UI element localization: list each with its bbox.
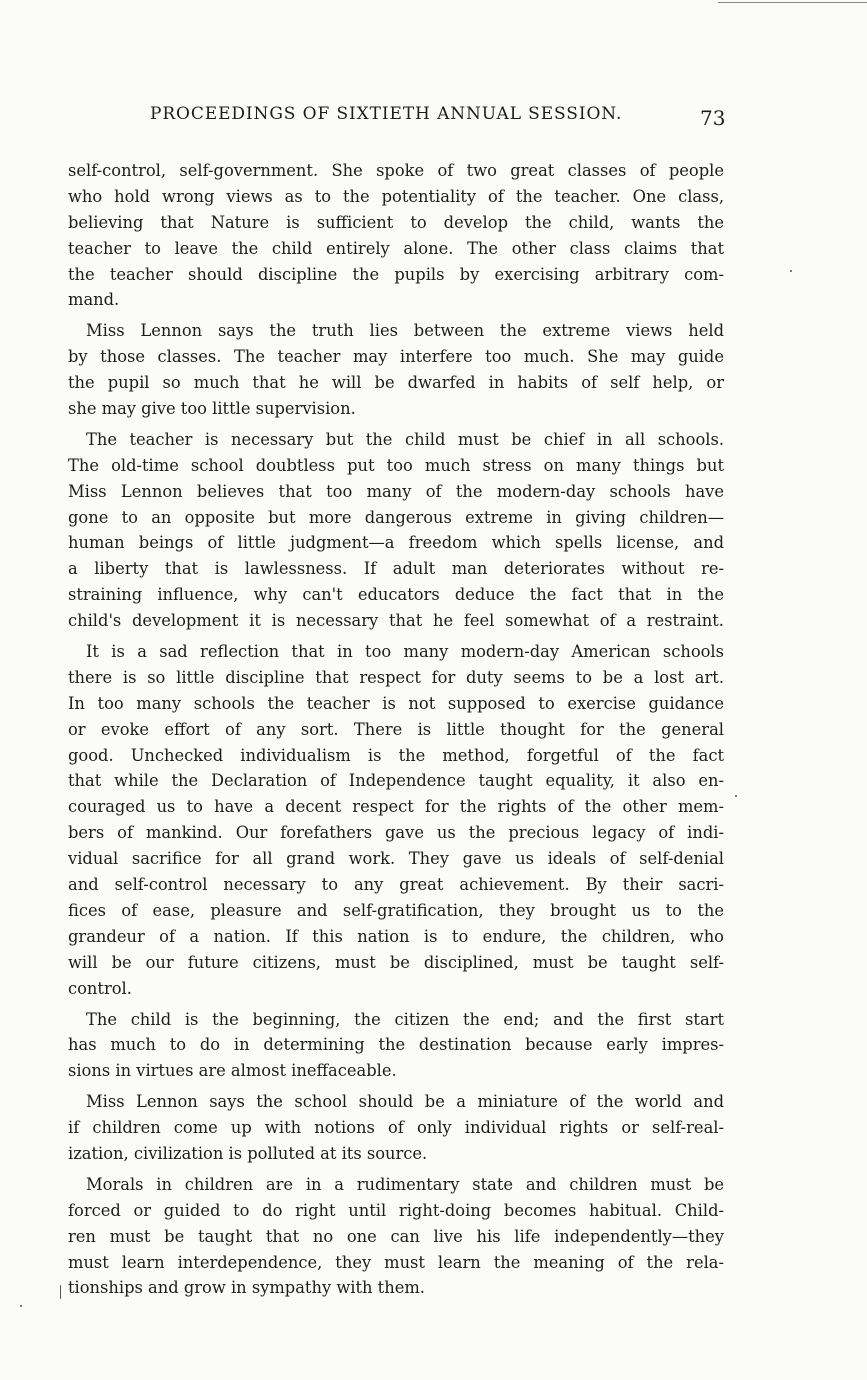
text-line: sions in virtues are almost ineffaceable.: [68, 1061, 397, 1081]
text-line: human beings of little judgment—a freedom which spells license, and: [68, 533, 724, 553]
text-line: Miss Lennon says the school should be a miniature of the world and: [86, 1092, 724, 1112]
paragraph: [68, 1007, 724, 1085]
text-line: by those classes. The teacher may interfere too much. She may guide: [68, 347, 724, 367]
text-line: that while the Declaration of Independence taught equality, it also en-: [68, 771, 724, 791]
text-line: fices of ease, pleasure and self-gratification, they brought us to the: [68, 900, 724, 920]
text-line: the pupil so much that he will be dwarfed in habits of self help, or: [68, 373, 724, 393]
text-line: teacher to leave the child entirely alone. The other class claims that: [68, 238, 724, 258]
text-line: if children come up with notions of only individual rights or self-real-: [68, 1118, 724, 1138]
page-number: 73: [700, 106, 726, 130]
text-line: and self-control necessary to any great achievement. By their sacri-: [68, 875, 724, 895]
text-line: the teacher should discipline the pupils by exercising arbitrary com-: [68, 264, 724, 284]
running-head: PROCEEDINGS OF SIXTIETH ANNUAL SESSION.: [150, 104, 623, 124]
text-line: The child is the beginning, the citizen the end; and the first start: [86, 1009, 724, 1029]
text-line: or evoke effort of any sort. There is little thought for the general: [68, 719, 724, 739]
text-line: believing that Nature is sufficient to develop the child, wants the: [68, 212, 724, 232]
text-line: good. Unchecked individualism is the method, forgetful of the fact: [68, 745, 724, 765]
text-line: The old-time school doubtless put too much stress on many things but: [68, 455, 724, 475]
text-line: a liberty that is lawlessness. If adult man deteriorates without re-: [68, 559, 724, 579]
text-line: gone to an opposite but more dangerous extreme in giving children—: [68, 507, 724, 527]
page-body: [68, 158, 724, 1306]
text-line: It is a sad reflection that in too many modern-day American schools: [86, 642, 724, 662]
text-line: she may give too little supervision.: [68, 399, 356, 419]
text-line: has much to do in determining the destination because early impres-: [68, 1035, 724, 1055]
text-line: tionships and grow in sympathy with them.: [68, 1278, 425, 1298]
scan-speck: [60, 1285, 61, 1299]
scan-speck: [790, 270, 792, 272]
text-line: bers of mankind. Our forefathers gave us the precious legacy of indi-: [68, 823, 724, 843]
text-line: child's development it is necessary that he feel somewhat of a restraint.: [68, 611, 724, 631]
top-edge-rule: [718, 2, 867, 3]
text-line: must learn interdependence, they must learn the meaning of the rela-: [68, 1252, 724, 1272]
text-line: straining influence, why can't educators deduce the fact that in the: [68, 585, 724, 605]
scan-speck: [20, 1305, 22, 1307]
paragraph: [68, 318, 724, 422]
text-line: ization, civilization is polluted at its source.: [68, 1143, 428, 1163]
text-line: Miss Lennon says the truth lies between the extreme views held: [86, 321, 724, 341]
text-line: Miss Lennon believes that too many of the modern-day schools have: [68, 481, 724, 501]
text-line: control.: [68, 978, 132, 998]
text-line: self-control, self-government. She spoke of two great classes of people: [68, 161, 724, 180]
text-line: mand.: [68, 290, 120, 310]
paragraph: [68, 639, 724, 1001]
text-line: In too many schools the teacher is not supposed to exercise guidance: [68, 693, 724, 713]
text-line: ren must be taught that no one can live his life independently—they: [68, 1226, 724, 1246]
text-line: forced or guided to do right until right-doing becomes habitual. Child-: [68, 1200, 724, 1220]
paragraph: [68, 427, 724, 634]
text-line: Morals in children are in a rudimentary state and children must be: [86, 1174, 724, 1194]
text-line: vidual sacrifice for all grand work. They gave us ideals of self-denial: [68, 849, 724, 869]
text-line: there is so little discipline that respect for duty seems to be a lost art.: [68, 667, 724, 687]
text-line: The teacher is necessary but the child must be chief in all schools.: [86, 429, 724, 449]
page-header: [150, 104, 730, 134]
text-line: couraged us to have a decent respect for the rights of the other mem-: [68, 797, 724, 817]
text-line: grandeur of a nation. If this nation is to endure, the children, who: [68, 926, 724, 946]
paragraph: [68, 1089, 724, 1167]
scan-speck: [735, 795, 737, 797]
text-line: will be our future citizens, must be disciplined, must be taught self-: [68, 952, 724, 972]
paragraph: [68, 158, 724, 313]
paragraph: [68, 1172, 724, 1301]
text-line: who hold wrong views as to the potentiality of the teacher. One class,: [68, 186, 724, 206]
